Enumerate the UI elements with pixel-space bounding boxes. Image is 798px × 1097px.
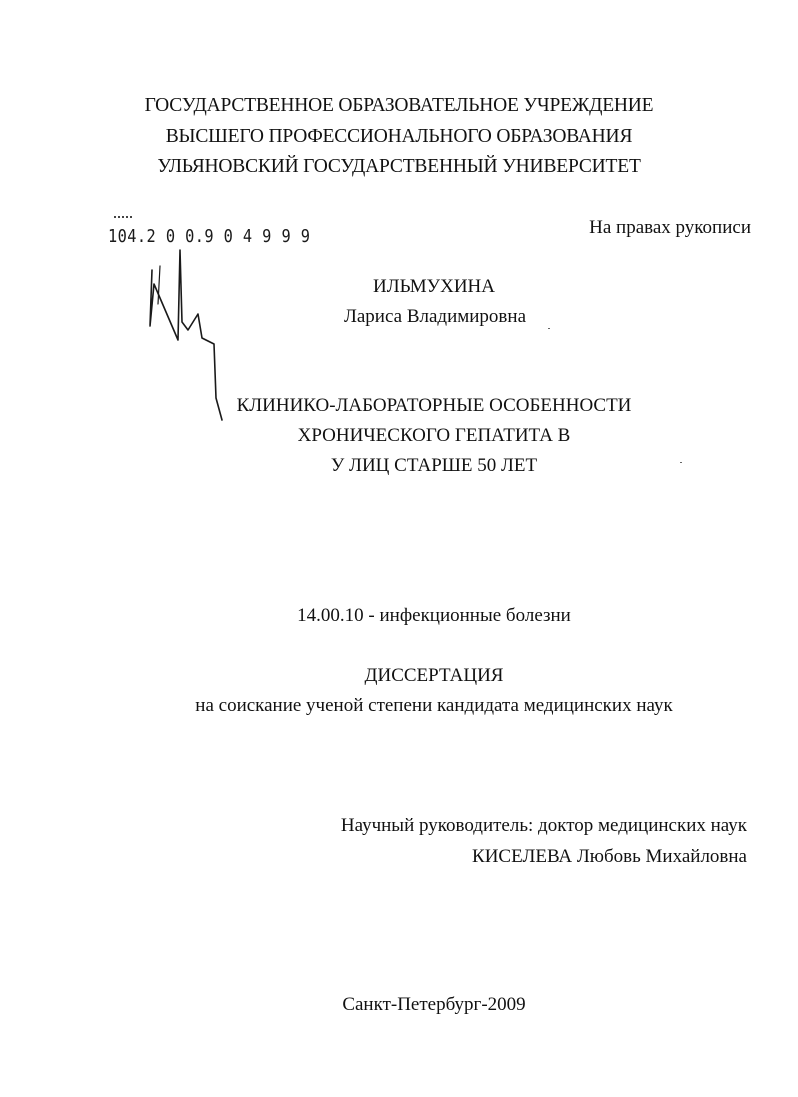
institution-line-3: УЛЬЯНОВСКИЙ ГОСУДАРСТВЕННЫЙ УНИВЕРСИТЕТ xyxy=(157,156,641,177)
rights-note: На правах рукописи xyxy=(589,217,751,238)
title-line-3: У ЛИЦ СТАРШЕ 50 ЛЕТ xyxy=(330,455,538,476)
institution-line-2: ВЫСШЕГО ПРОФЕССИОНАЛЬНОГО ОБРАЗОВАНИЯ xyxy=(165,126,633,147)
registration-number-stamp: 104.2 0 0.9 0 4 9 9 9 xyxy=(108,226,311,247)
document-type: ДИССЕРТАЦИЯ xyxy=(364,665,504,686)
supervisor-name: КИСЕЛЕВА Любовь Михайловна xyxy=(472,846,747,867)
supervisor-role: Научный руководитель: доктор медицинских наук xyxy=(340,815,747,836)
institution-line-1: ГОСУДАРСТВЕННОЕ ОБРАЗОВАТЕЛЬНОЕ УЧРЕЖДЕНИЕ xyxy=(144,95,654,116)
author-given-names: Лариса Владимировна xyxy=(343,306,527,327)
stamp-dots xyxy=(114,216,132,222)
scan-speck xyxy=(548,328,550,329)
scan-speck xyxy=(680,462,682,463)
degree-line: на соискание ученой степени кандидата медицинских наук xyxy=(195,695,673,716)
title-line-1: КЛИНИКО-ЛАБОРАТОРНЫЕ ОСОБЕННОСТИ xyxy=(236,395,632,416)
specialty-code: 14.00.10 - инфекционные болезни xyxy=(297,605,571,626)
author-surname: ИЛЬМУХИНА xyxy=(373,276,495,297)
place-year: Санкт-Петербург-2009 xyxy=(342,994,526,1015)
title-line-2: ХРОНИЧЕСКОГО ГЕПАТИТА В xyxy=(297,425,571,446)
